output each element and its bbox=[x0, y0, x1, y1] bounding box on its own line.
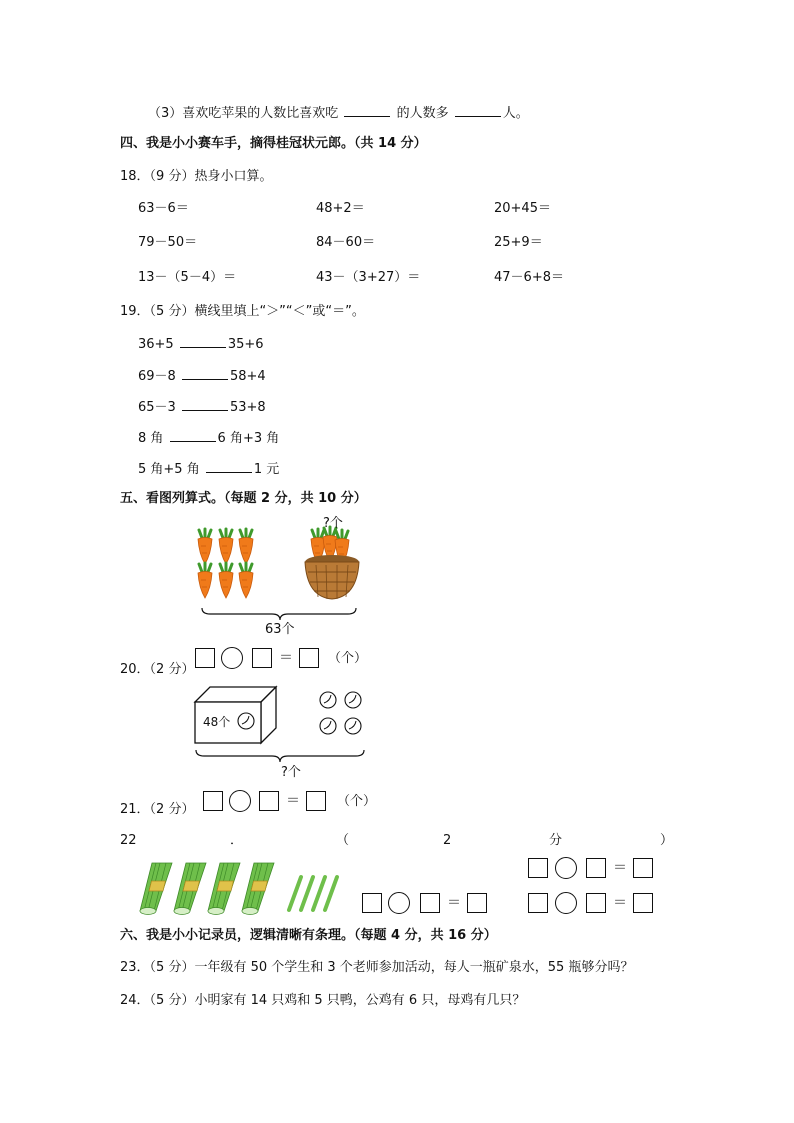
stick-bundle-icon bbox=[174, 863, 206, 915]
box-label: 48个 bbox=[203, 715, 231, 729]
q18-item: 20+45＝ bbox=[494, 201, 551, 216]
q19-left: 5 角+5 角 bbox=[138, 462, 200, 477]
q22-rparen: ） bbox=[660, 833, 674, 848]
q19-right: 35+6 bbox=[227, 337, 264, 352]
operator-circle[interactable] bbox=[555, 892, 577, 914]
q17-part3-text-a: （3）喜欢吃苹果的人数比喜欢吃 bbox=[148, 106, 339, 121]
stick-bundle-icon bbox=[242, 863, 274, 915]
question-mark-label: ?个 bbox=[281, 765, 301, 780]
q17-part3-text-b: 的人数多 bbox=[396, 106, 449, 121]
q20-label: 20．（2 分） bbox=[120, 662, 195, 677]
equals-sign: ＝ bbox=[279, 650, 293, 666]
q19-right: 53+8 bbox=[229, 400, 266, 415]
q18-item: 25+9＝ bbox=[494, 235, 543, 250]
q19-left: 36+5 bbox=[138, 337, 174, 352]
q19-right: 1 元 bbox=[253, 462, 280, 477]
q22-fen: 分 bbox=[549, 833, 563, 848]
q21-label: 21．（2 分） bbox=[120, 802, 195, 817]
stick-bundle-icon bbox=[208, 863, 240, 915]
total-label: 63个 bbox=[265, 622, 295, 637]
q24-text: 24．（5 分）小明家有 14 只鸡和 5 只鸭，公鸡有 6 只，母鸡有几只？ bbox=[120, 993, 526, 1008]
q18-item: 79－50＝ bbox=[138, 235, 198, 250]
q22-dot: ． bbox=[230, 833, 244, 848]
q18-title: 18．（9 分）热身小口算。 bbox=[120, 169, 273, 184]
answer-box[interactable] bbox=[586, 893, 606, 913]
answer-box[interactable] bbox=[633, 893, 653, 913]
stick-bundle-icon bbox=[140, 863, 172, 915]
q18-item: 63－6＝ bbox=[138, 201, 189, 216]
q22-number: 22 bbox=[120, 833, 137, 848]
q18-item: 43－（3+27）＝ bbox=[316, 270, 421, 285]
q19-left: 65－3 bbox=[138, 400, 176, 415]
answer-box[interactable] bbox=[528, 858, 548, 878]
section-4-title: 四、我是小小赛车手，摘得桂冠状元郎。（共 14 分） bbox=[120, 136, 427, 151]
answer-box[interactable] bbox=[586, 858, 606, 878]
q22-score: 2 bbox=[443, 833, 452, 848]
q18-item: 47－6+8＝ bbox=[494, 270, 564, 285]
equals-sign: ＝ bbox=[286, 793, 300, 809]
q19-left: 69－8 bbox=[138, 369, 176, 384]
equals-sign: ＝ bbox=[613, 860, 627, 876]
equals-sign: ＝ bbox=[613, 895, 627, 911]
unit-label: （个） bbox=[328, 651, 368, 666]
answer-box[interactable] bbox=[528, 893, 548, 913]
q19-right: 58+4 bbox=[229, 369, 266, 384]
q19-left: 8 角 bbox=[138, 431, 164, 446]
answer-box[interactable] bbox=[420, 893, 440, 913]
unit-label: （个） bbox=[337, 794, 377, 809]
q19-title: 19．（5 分）横线里填上“＞”“＜”或“＝”。 bbox=[120, 304, 365, 319]
q17-part3-text-c: 人。 bbox=[502, 106, 529, 121]
section-6-title: 六、我是小小记录员，逻辑清晰有条理。（每题 4 分，共 16 分） bbox=[120, 928, 497, 943]
q18-item: 13－（5－4）＝ bbox=[138, 270, 237, 285]
answer-box[interactable] bbox=[362, 893, 382, 913]
question-mark-label: ?个 bbox=[323, 516, 343, 531]
q18-item: 84－60＝ bbox=[316, 235, 376, 250]
q18-item: 48+2＝ bbox=[316, 201, 365, 216]
section-5-title: 五、看图列算式。（每题 2 分，共 10 分） bbox=[120, 491, 367, 506]
q22-lparen: （ bbox=[336, 833, 350, 848]
operator-circle[interactable] bbox=[388, 892, 410, 914]
q19-right: 6 角+3 角 bbox=[217, 431, 280, 446]
q23-text: 23．（5 分）一年级有 50 个学生和 3 个老师参加活动，每人一瓶矿泉水，55 瓶够分吗？ bbox=[120, 960, 634, 975]
equals-sign: ＝ bbox=[447, 895, 461, 911]
answer-box[interactable] bbox=[467, 893, 487, 913]
operator-circle[interactable] bbox=[555, 857, 577, 879]
single-stick-icon bbox=[289, 877, 337, 910]
answer-box[interactable] bbox=[633, 858, 653, 878]
